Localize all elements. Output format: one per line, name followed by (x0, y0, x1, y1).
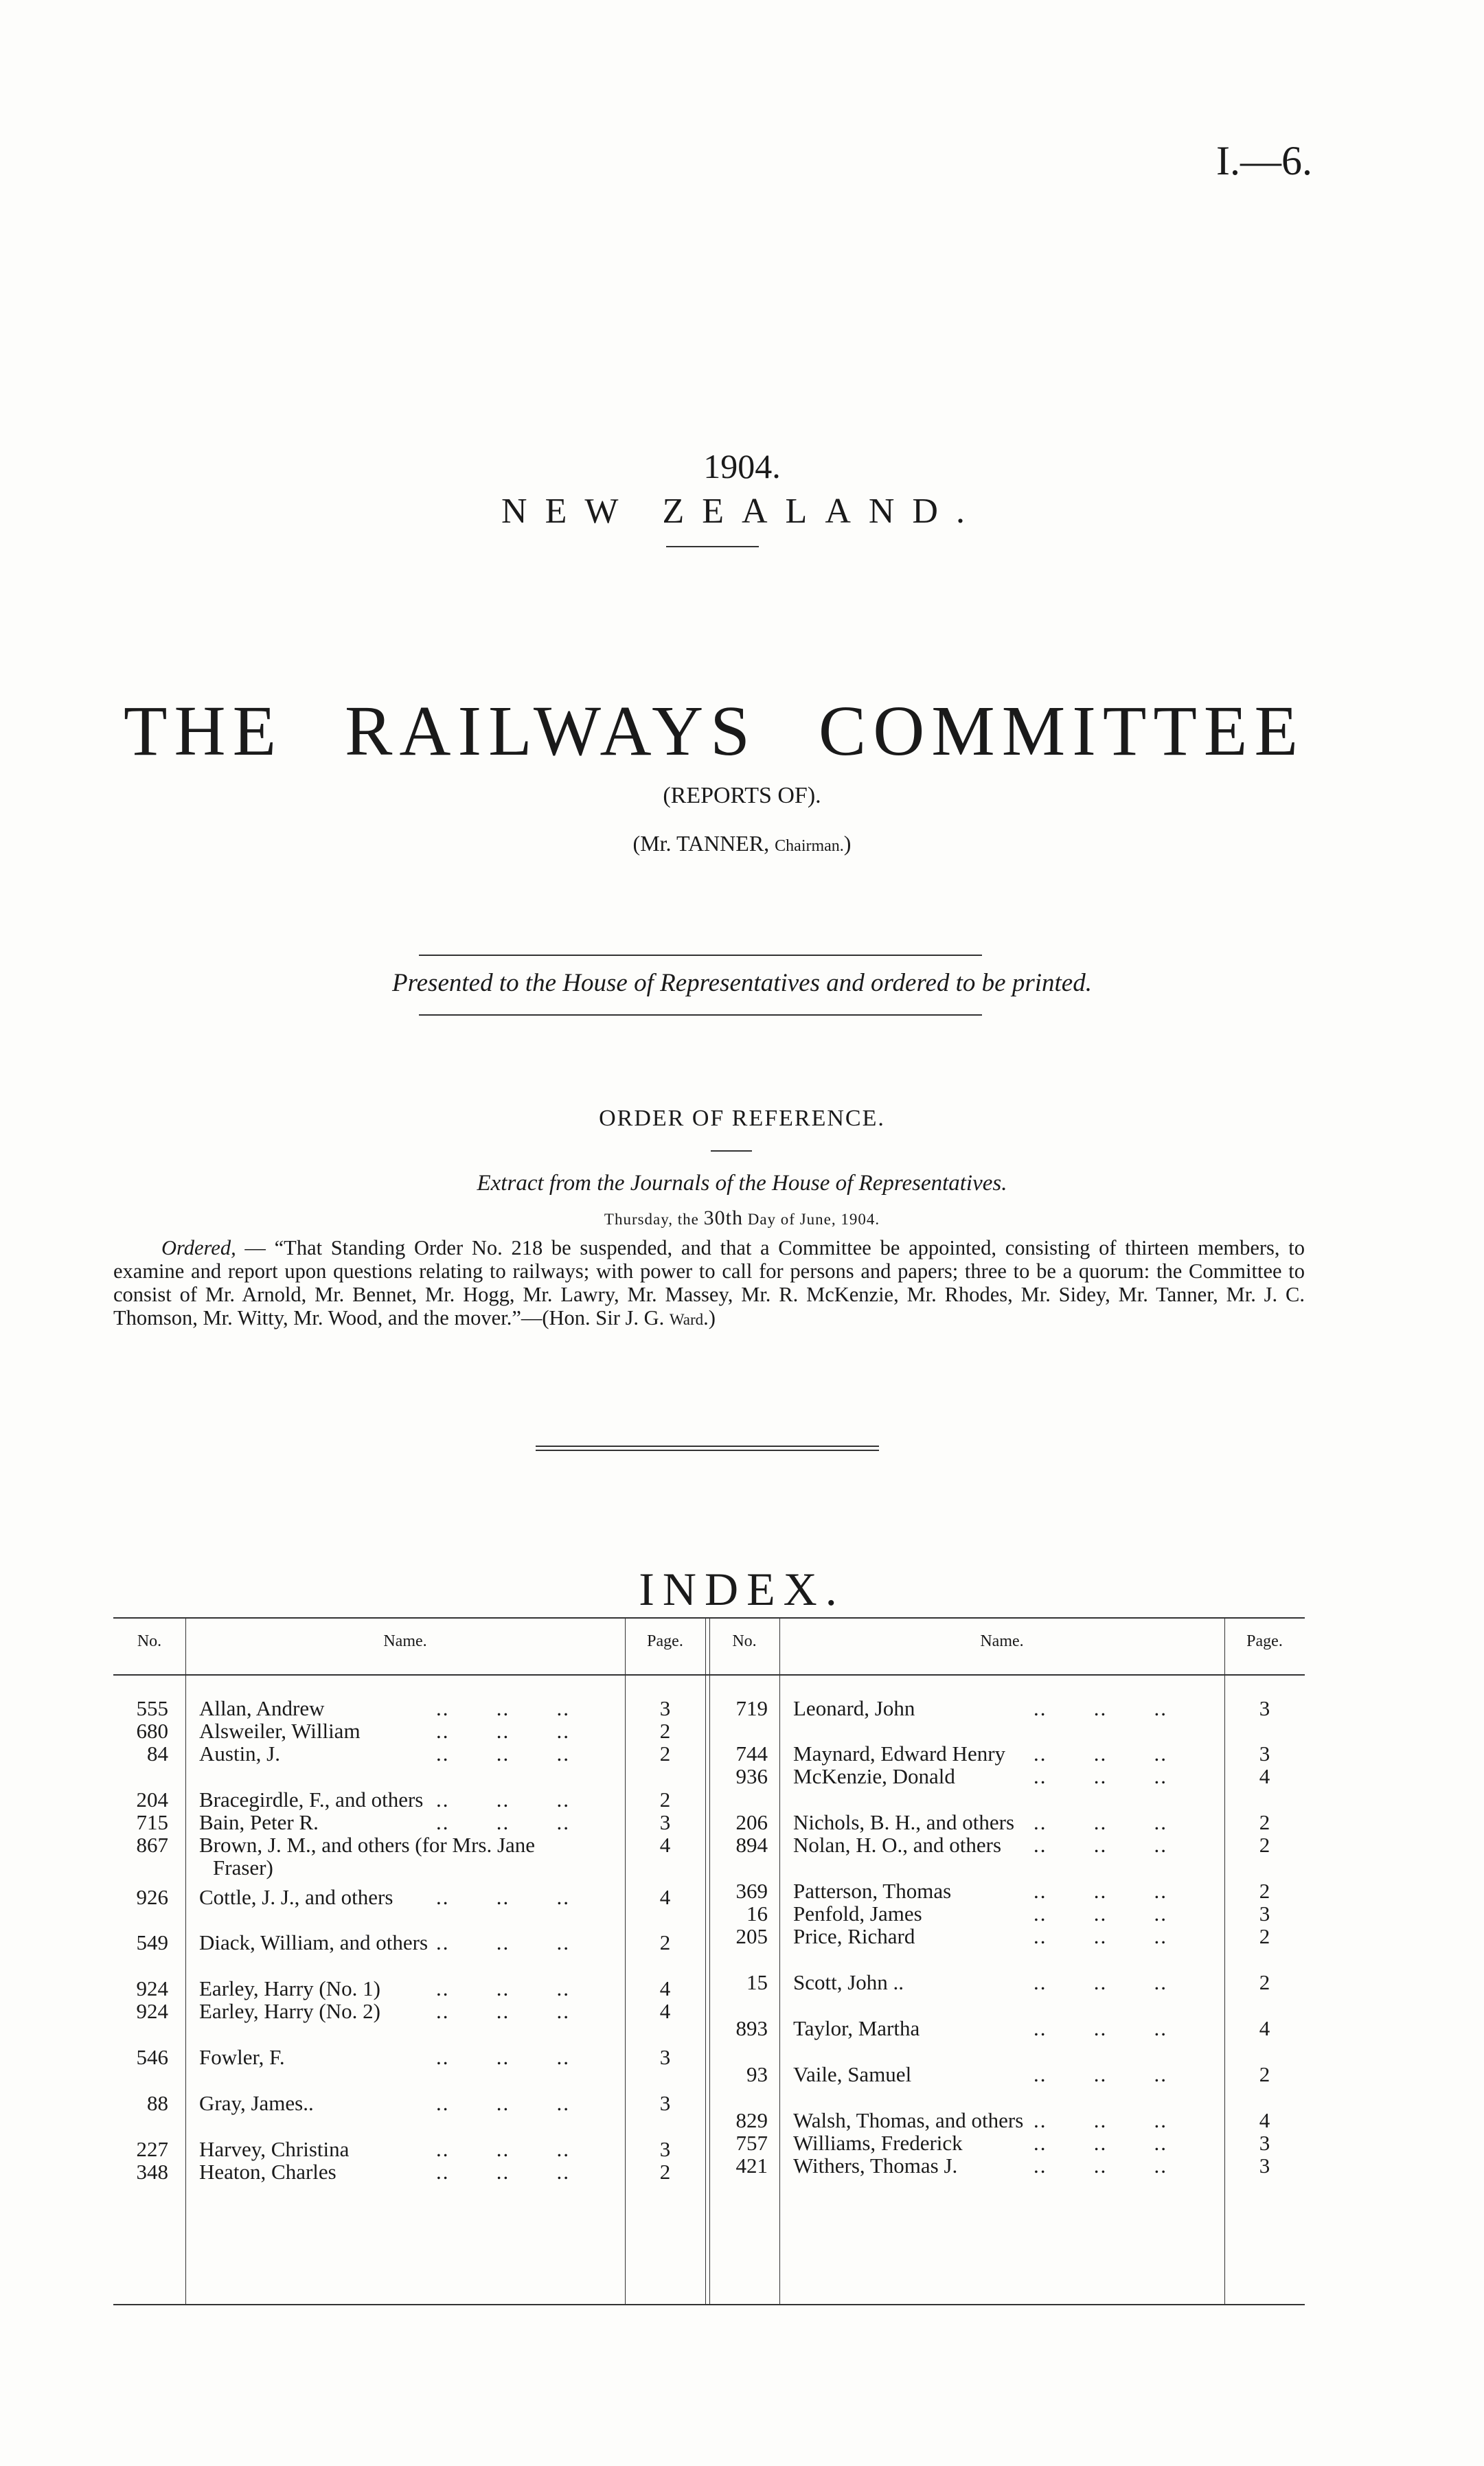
index-entry-name: Penfold, James (793, 1902, 922, 1926)
index-entry-page: 2 (659, 1930, 671, 1954)
index-entry-no: 369 (735, 1879, 768, 1903)
table-bottom-rule (113, 2304, 1305, 2305)
index-entry-no: 715 (136, 1810, 168, 1834)
leader-dots: .. .. .. (436, 1930, 570, 1954)
leader-dots: .. .. .. (436, 1719, 570, 1743)
leader-dots: .. .. .. (436, 2137, 570, 2161)
leader-dots: .. .. .. (436, 1788, 570, 1812)
divider (419, 955, 982, 956)
index-entry-no: 546 (136, 2045, 168, 2069)
order-heading: ORDER OF REFERENCE. (599, 1106, 885, 1131)
index-entry-name: Patterson, Thomas (793, 1879, 952, 1903)
order-body: — “That Standing Order No. 218 be suspended, and that a Committee be appointed, consisting of thirteen members, to examine and report upon questions relating to railways; with power to call for persons and papers; three to be a quorum: the Committee to consist of Mr. Arnold, Mr. Bennet, Mr. Hogg, Mr. Lawry, Mr. Massey, Mr. R. McKenzie, Mr. Rhodes, Mr. Sidey, Mr. Tanner, Mr. J. C. Thomson, Mr. Witty, Mr. Wood, and the mover.”—(Hon. Sir J. G. (113, 1236, 1305, 1329)
chairman-line (0, 831, 1484, 856)
order-signature: Ward (669, 1311, 704, 1328)
index-entry-page: 2 (1259, 1924, 1270, 1948)
index-entry-page: 3 (1259, 1742, 1270, 1766)
index-entry-name: Price, Richard (793, 1924, 915, 1948)
index-entry-no: 936 (735, 1764, 768, 1788)
leader-dots: .. .. .. (1034, 2108, 1167, 2132)
index-entry-page: 4 (1259, 2016, 1270, 2040)
index-entry-name: Scott, John .. (793, 1970, 904, 1994)
index-entry-name: Vaile, Samuel (793, 2062, 912, 2086)
subtitle: (REPORTS OF). (663, 783, 821, 808)
index-entry-page: 2 (1259, 2062, 1270, 2086)
index-entry-page: 2 (659, 1719, 671, 1743)
index-entry-name: Taylor, Martha (793, 2016, 920, 2040)
date-day: Thursday, the (604, 1211, 704, 1228)
index-entry-no: 926 (136, 1885, 168, 1909)
leader-dots: .. .. .. (1034, 2131, 1167, 2155)
index-entry-no: 893 (735, 2016, 768, 2040)
index-entry-page: 4 (659, 1976, 671, 2000)
index-entry-page: 2 (1259, 1833, 1270, 1857)
index-entry-page: 3 (659, 1696, 671, 1720)
leader-dots: .. .. .. (1034, 1742, 1167, 1766)
index-entry-name: Heaton, Charles (199, 2160, 336, 2184)
index-header-name: Name. (980, 1632, 1024, 1650)
index-entry-name: Fowler, F. (199, 2045, 285, 2069)
index-entry-no: 894 (735, 1833, 768, 1857)
index-entry-name: Bain, Peter R. (199, 1810, 319, 1834)
leader-dots: .. .. .. (436, 1885, 570, 1909)
leader-dots: .. .. .. (436, 2091, 570, 2115)
leader-dots: .. .. .. (436, 2045, 570, 2069)
leader-dots: .. .. .. (1034, 2154, 1167, 2178)
index-entry-no: 204 (136, 1788, 168, 1812)
index-entry-name: Earley, Harry (No. 1) (199, 1976, 380, 2000)
index-entry-no: 924 (136, 1999, 168, 2023)
index-entry-no: 867 (136, 1833, 168, 1857)
presented-line: Presented to the House of Representatives and ordered to be printed. (392, 969, 1092, 997)
index-entry-no: 15 (746, 1970, 768, 1994)
index-entry-no: 680 (136, 1719, 168, 1743)
index-entry-page: 2 (659, 1742, 671, 1766)
index-entry-name: Cottle, J. J., and others (199, 1885, 393, 1909)
index-entry-name: Brown, J. M., and others (for Mrs. Jane (199, 1833, 536, 1857)
index-entry-name: Alsweiler, William (199, 1719, 361, 1743)
index-entry-no: 924 (136, 1976, 168, 2000)
index-entry-name: Maynard, Edward Henry (793, 1742, 1006, 1766)
index-header-no: No. (137, 1632, 162, 1650)
leader-dots: .. .. .. (1034, 2016, 1167, 2040)
index-entry-name: Allan, Andrew (199, 1696, 325, 1720)
index-entry-name: Withers, Thomas J. (793, 2154, 958, 2178)
index-entry-name: McKenzie, Donald (793, 1764, 955, 1788)
leader-dots: .. .. .. (1034, 1879, 1167, 1903)
leader-dots: .. .. .. (436, 1742, 570, 1766)
index-entry-no: 206 (735, 1810, 768, 1834)
index-table (113, 1617, 1305, 2331)
divider (536, 1450, 879, 1451)
date-number: 30th (703, 1207, 743, 1229)
index-entry-no: 84 (147, 1742, 168, 1766)
index-entry-page: 3 (1259, 1902, 1270, 1926)
index-entry-page: 3 (659, 1810, 671, 1834)
leader-dots: .. .. .. (1034, 1902, 1167, 1926)
index-entry-no: 227 (136, 2137, 168, 2161)
index-entry-page: 4 (1259, 2108, 1270, 2132)
index-entry-name: Bracegirdle, F., and others (199, 1788, 424, 1812)
column-divider (779, 1617, 780, 2304)
order-end: .) (703, 1306, 716, 1329)
index-entry-no: 16 (746, 1902, 768, 1926)
title-word: COMMITTEE (818, 692, 1305, 770)
index-entry-page: 2 (1259, 1810, 1270, 1834)
index-entry-page: 4 (1259, 1764, 1270, 1788)
page-reference: I.—6. (1216, 138, 1312, 183)
chairman-role: Chairman. (775, 837, 844, 855)
leader-dots: .. .. .. (1034, 1764, 1167, 1788)
index-entry-name: Leonard, John (793, 1696, 915, 1720)
index-entry-page: 2 (1259, 1879, 1270, 1903)
index-entry-no: 421 (735, 2154, 768, 2178)
index-entry-page: 3 (659, 2137, 671, 2161)
index-entry-page: 3 (1259, 1696, 1270, 1720)
date-month: Day of June, 1904. (742, 1211, 880, 1228)
index-entry-page: 4 (659, 1885, 671, 1909)
divider (419, 1014, 982, 1016)
index-entry-name: Austin, J. (199, 1742, 280, 1766)
leader-dots: .. .. .. (436, 2160, 570, 2184)
index-entry-no: 348 (136, 2160, 168, 2184)
index-header-page: Page. (647, 1632, 683, 1650)
leader-dots: .. .. .. (1034, 2062, 1167, 2086)
index-entry-name: Nolan, H. O., and others (793, 1833, 1002, 1857)
leader-dots: .. .. .. (436, 1696, 570, 1720)
index-header-no: No. (732, 1632, 757, 1650)
index-entry-name: Walsh, Thomas, and others (793, 2108, 1024, 2132)
index-entry-no: 88 (147, 2091, 168, 2115)
index-entry-page: 2 (659, 2160, 671, 2184)
column-divider (705, 1617, 706, 2304)
leader-dots: .. .. .. (1034, 1833, 1167, 1857)
leader-dots: .. .. .. (436, 1810, 570, 1834)
date-line (0, 1207, 1484, 1230)
extract-line: Extract from the Journals of the House of Representatives. (477, 1171, 1007, 1196)
index-entry-name: Nichols, B. H., and others (793, 1810, 1015, 1834)
index-entry-no: 744 (735, 1742, 768, 1766)
document-title (124, 690, 1305, 772)
index-entry-no: 549 (136, 1930, 168, 1954)
index-entry-no: 93 (746, 2062, 768, 2086)
index-entry-page: 3 (659, 2045, 671, 2069)
index-entry-name: Fraser) (213, 1856, 273, 1880)
index-entry-page: 4 (659, 1999, 671, 2023)
index-entry-page: 2 (659, 1788, 671, 1812)
leader-dots: .. .. .. (436, 1976, 570, 2000)
index-entry-name: Harvey, Christina (199, 2137, 350, 2161)
order-lead: Ordered, (161, 1236, 236, 1259)
column-divider (185, 1617, 186, 2304)
index-entry-page: 4 (659, 1833, 671, 1857)
index-entry-name: Williams, Frederick (793, 2131, 963, 2155)
index-entry-page: 3 (1259, 2131, 1270, 2155)
leader-dots: .. .. .. (1034, 1924, 1167, 1948)
leader-dots: .. .. .. (1034, 1696, 1167, 1720)
index-entry-no: 719 (735, 1696, 768, 1720)
leader-dots: .. .. .. (436, 1999, 570, 2023)
country: NEW ZEALAND. (501, 492, 983, 531)
index-entry-no: 757 (735, 2131, 768, 2155)
chairman-close: ) (843, 831, 852, 856)
chairman-name: (Mr. TANNER, (632, 831, 775, 856)
index-header-page: Page. (1246, 1632, 1283, 1650)
index-entry-name: Diack, William, and others (199, 1930, 429, 1954)
divider (666, 546, 759, 547)
index-entry-name: Earley, Harry (No. 2) (199, 1999, 380, 2023)
index-entry-page: 3 (659, 2091, 671, 2115)
divider (711, 1150, 752, 1152)
title-word: RAILWAYS (344, 692, 757, 770)
index-title: INDEX. (639, 1563, 845, 1615)
index-entry-no: 205 (735, 1924, 768, 1948)
index-entry-page: 3 (1259, 2154, 1270, 2178)
index-header-name: Name. (383, 1632, 427, 1650)
leader-dots: .. .. .. (1034, 1970, 1167, 1994)
order-text (113, 1236, 1305, 1332)
index-entry-no: 829 (735, 2108, 768, 2132)
year: 1904. (703, 447, 781, 486)
index-entry-page: 2 (1259, 1970, 1270, 1994)
index-entry-name: Gray, James.. (199, 2091, 314, 2115)
index-entry-no: 555 (136, 1696, 168, 1720)
title-word: THE (124, 692, 284, 770)
leader-dots: .. .. .. (1034, 1810, 1167, 1834)
divider (536, 1446, 879, 1447)
